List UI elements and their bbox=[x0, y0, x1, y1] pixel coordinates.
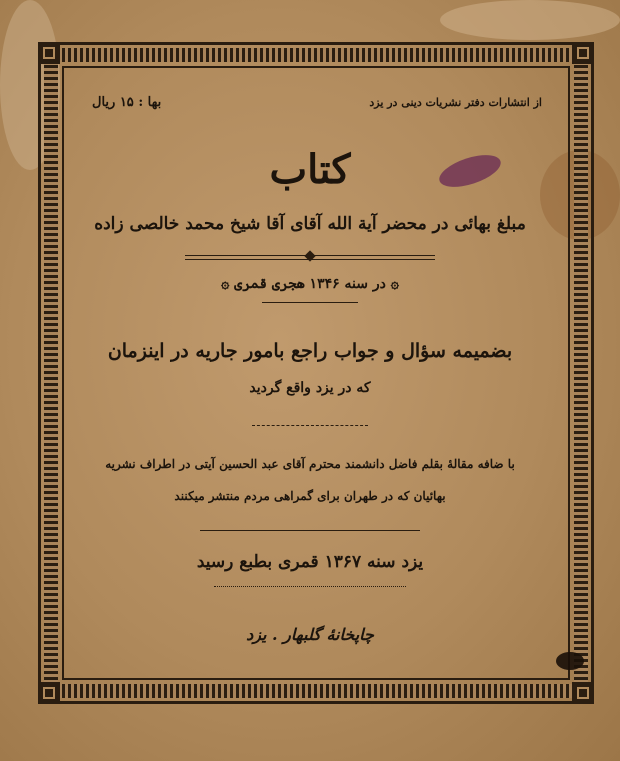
supplement-line: بضمیمه سؤال و جواب راجع بامور جاریه در اینزمان bbox=[107, 340, 513, 362]
addition-subline: بهائیان که در طهران برای گمراهی مردم منتشر میکنند bbox=[174, 489, 446, 503]
book-title: کتاب bbox=[269, 146, 351, 193]
corner-ornament bbox=[572, 42, 594, 64]
ink-blot bbox=[556, 652, 584, 670]
press-name: چاپخانهٔ گلبهار . یزد bbox=[246, 625, 374, 644]
date-line: ۞ در سنه ۱۳۴۶ هجری قمری ۞ bbox=[221, 276, 399, 292]
book-subject: مبلغ بهائی در محضر آیة الله آقای آقا شیخ محمد خالصی زاده bbox=[94, 214, 526, 234]
divider bbox=[214, 586, 406, 587]
corner-ornament bbox=[38, 682, 60, 704]
corner-ornament bbox=[572, 682, 594, 704]
publisher-note: از انتشارات دفتر نشریات دینی در یزد bbox=[369, 95, 542, 109]
printing-line: یزد سنه ۱۳۶۷ قمری بطبع رسید bbox=[196, 552, 424, 572]
supplement-subline: که در یزد واقع گردید bbox=[249, 380, 371, 396]
addition-line: با ضافه مقالهٔ بقلم فاضل دانشمند محترم آقای عبد الحسین آیتی در اطراف نشریه bbox=[105, 457, 515, 471]
divider bbox=[200, 530, 420, 531]
divider bbox=[252, 425, 368, 426]
header-row bbox=[92, 91, 542, 113]
corner-ornament bbox=[38, 42, 60, 64]
price-label: بها : ۱۵ ریال bbox=[92, 94, 162, 110]
paper-stain bbox=[440, 0, 620, 40]
divider bbox=[262, 302, 358, 303]
